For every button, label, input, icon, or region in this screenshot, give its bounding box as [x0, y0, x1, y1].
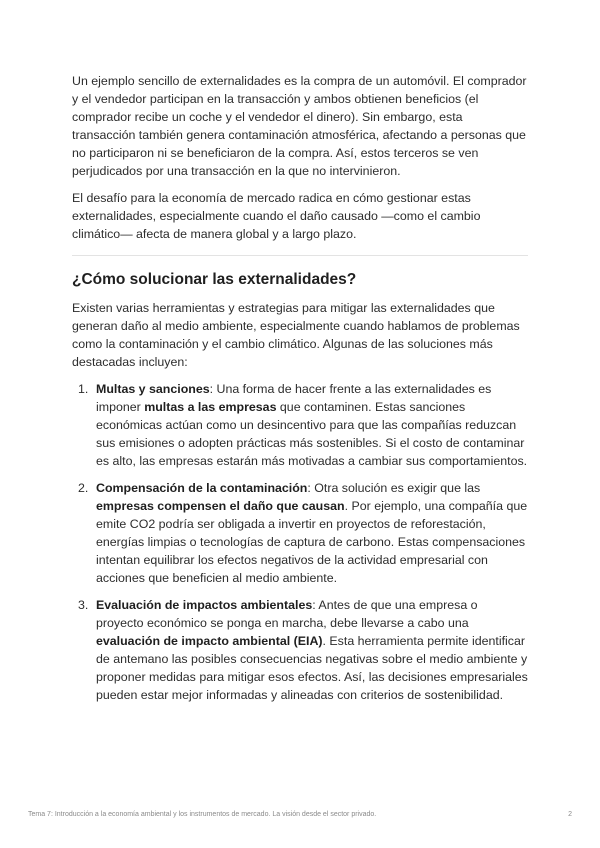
section-heading: ¿Cómo solucionar las externalidades? — [72, 271, 357, 288]
item-text: . Esta herramienta permite identificar de antemano las posibles consecuencias negativas sobre el medio ambiente y proponer medidas para mitigar esos efectos. Así, las decisiones empresariales pueden estar mejor informadas y alineadas con criterios de sostenibilidad. — [96, 634, 528, 702]
footer-text: Tema 7: Introducción a la economía ambiental y los instrumentos de mercado. La visión desde el sector privado. — [28, 811, 377, 818]
intro-paragraph-2: El desafío para la economía de mercado radica en cómo gestionar estas externalidades, especialmente cuando el daño causado —como el cambio climático— afecta de manera global y a largo plazo. — [72, 191, 481, 241]
page-content — [72, 72, 528, 713]
item-emphasis: evaluación de impacto ambiental (EIA) — [96, 634, 323, 648]
item-emphasis: multas a las empresas — [144, 400, 277, 414]
page-number: 2 — [568, 811, 572, 818]
item-text: : Antes de que una empresa o proyecto económico se ponga en marcha, debe llevarse a cabo una — [96, 598, 478, 630]
item-title: Multas y sanciones — [96, 382, 210, 396]
list-item — [72, 596, 528, 704]
list-number: 1. — [78, 382, 89, 396]
divider — [72, 255, 528, 256]
item-text: : Una forma de hacer frente a las externalidades es imponer — [96, 382, 492, 414]
list-number: 2. — [78, 481, 89, 495]
item-text: . Por ejemplo, una compañía que emite CO2 podría ser obligada a invertir en proyectos de reforestación, energías limpias o tecnologías de captura de carbono. Estas compensaciones intentan equilibrar los efectos negativos de la actividad empresarial con acciones que beneficien al medio ambiente. — [96, 499, 528, 585]
item-text: que contaminen. Estas sanciones económicas actúan como un desincentivo para que las compañías reduzcan sus emisiones o adopten prácticas más sostenibles. Si el costo de contaminar es alto, las empresas estarán más motivadas a cambiar sus comportamientos. — [96, 400, 528, 468]
solutions-list — [72, 380, 528, 704]
list-item — [72, 479, 528, 587]
section-lead: Existen varias herramientas y estrategias para mitigar las externalidades que generan daño al medio ambiente, especialmente cuando hablamos de problemas como la contaminación y el cambio climático. Algunas de las soluciones más destacadas incluyen: — [72, 301, 520, 369]
list-number: 3. — [78, 598, 89, 612]
list-item — [72, 380, 528, 470]
page-footer — [28, 811, 572, 818]
item-emphasis: empresas compensen el daño que causan — [96, 499, 345, 513]
intro-paragraph-1: Un ejemplo sencillo de externalidades es la compra de un automóvil. El comprador y el vendedor participan en la transacción y ambos obtienen beneficios (el comprador recibe un coche y el vendedor el dinero). Sin embargo, esta transacción también genera contaminación atmosférica, afectando a personas que no participaron ni se beneficiaron de la compra. Así, estos terceros se ven perjudicados por una transacción en la que no intervinieron. — [72, 74, 527, 178]
item-text: : Otra solución es exigir que las — [307, 481, 481, 495]
item-title: Compensación de la contaminación — [96, 481, 308, 495]
item-title: Evaluación de impactos ambientales — [96, 598, 313, 612]
